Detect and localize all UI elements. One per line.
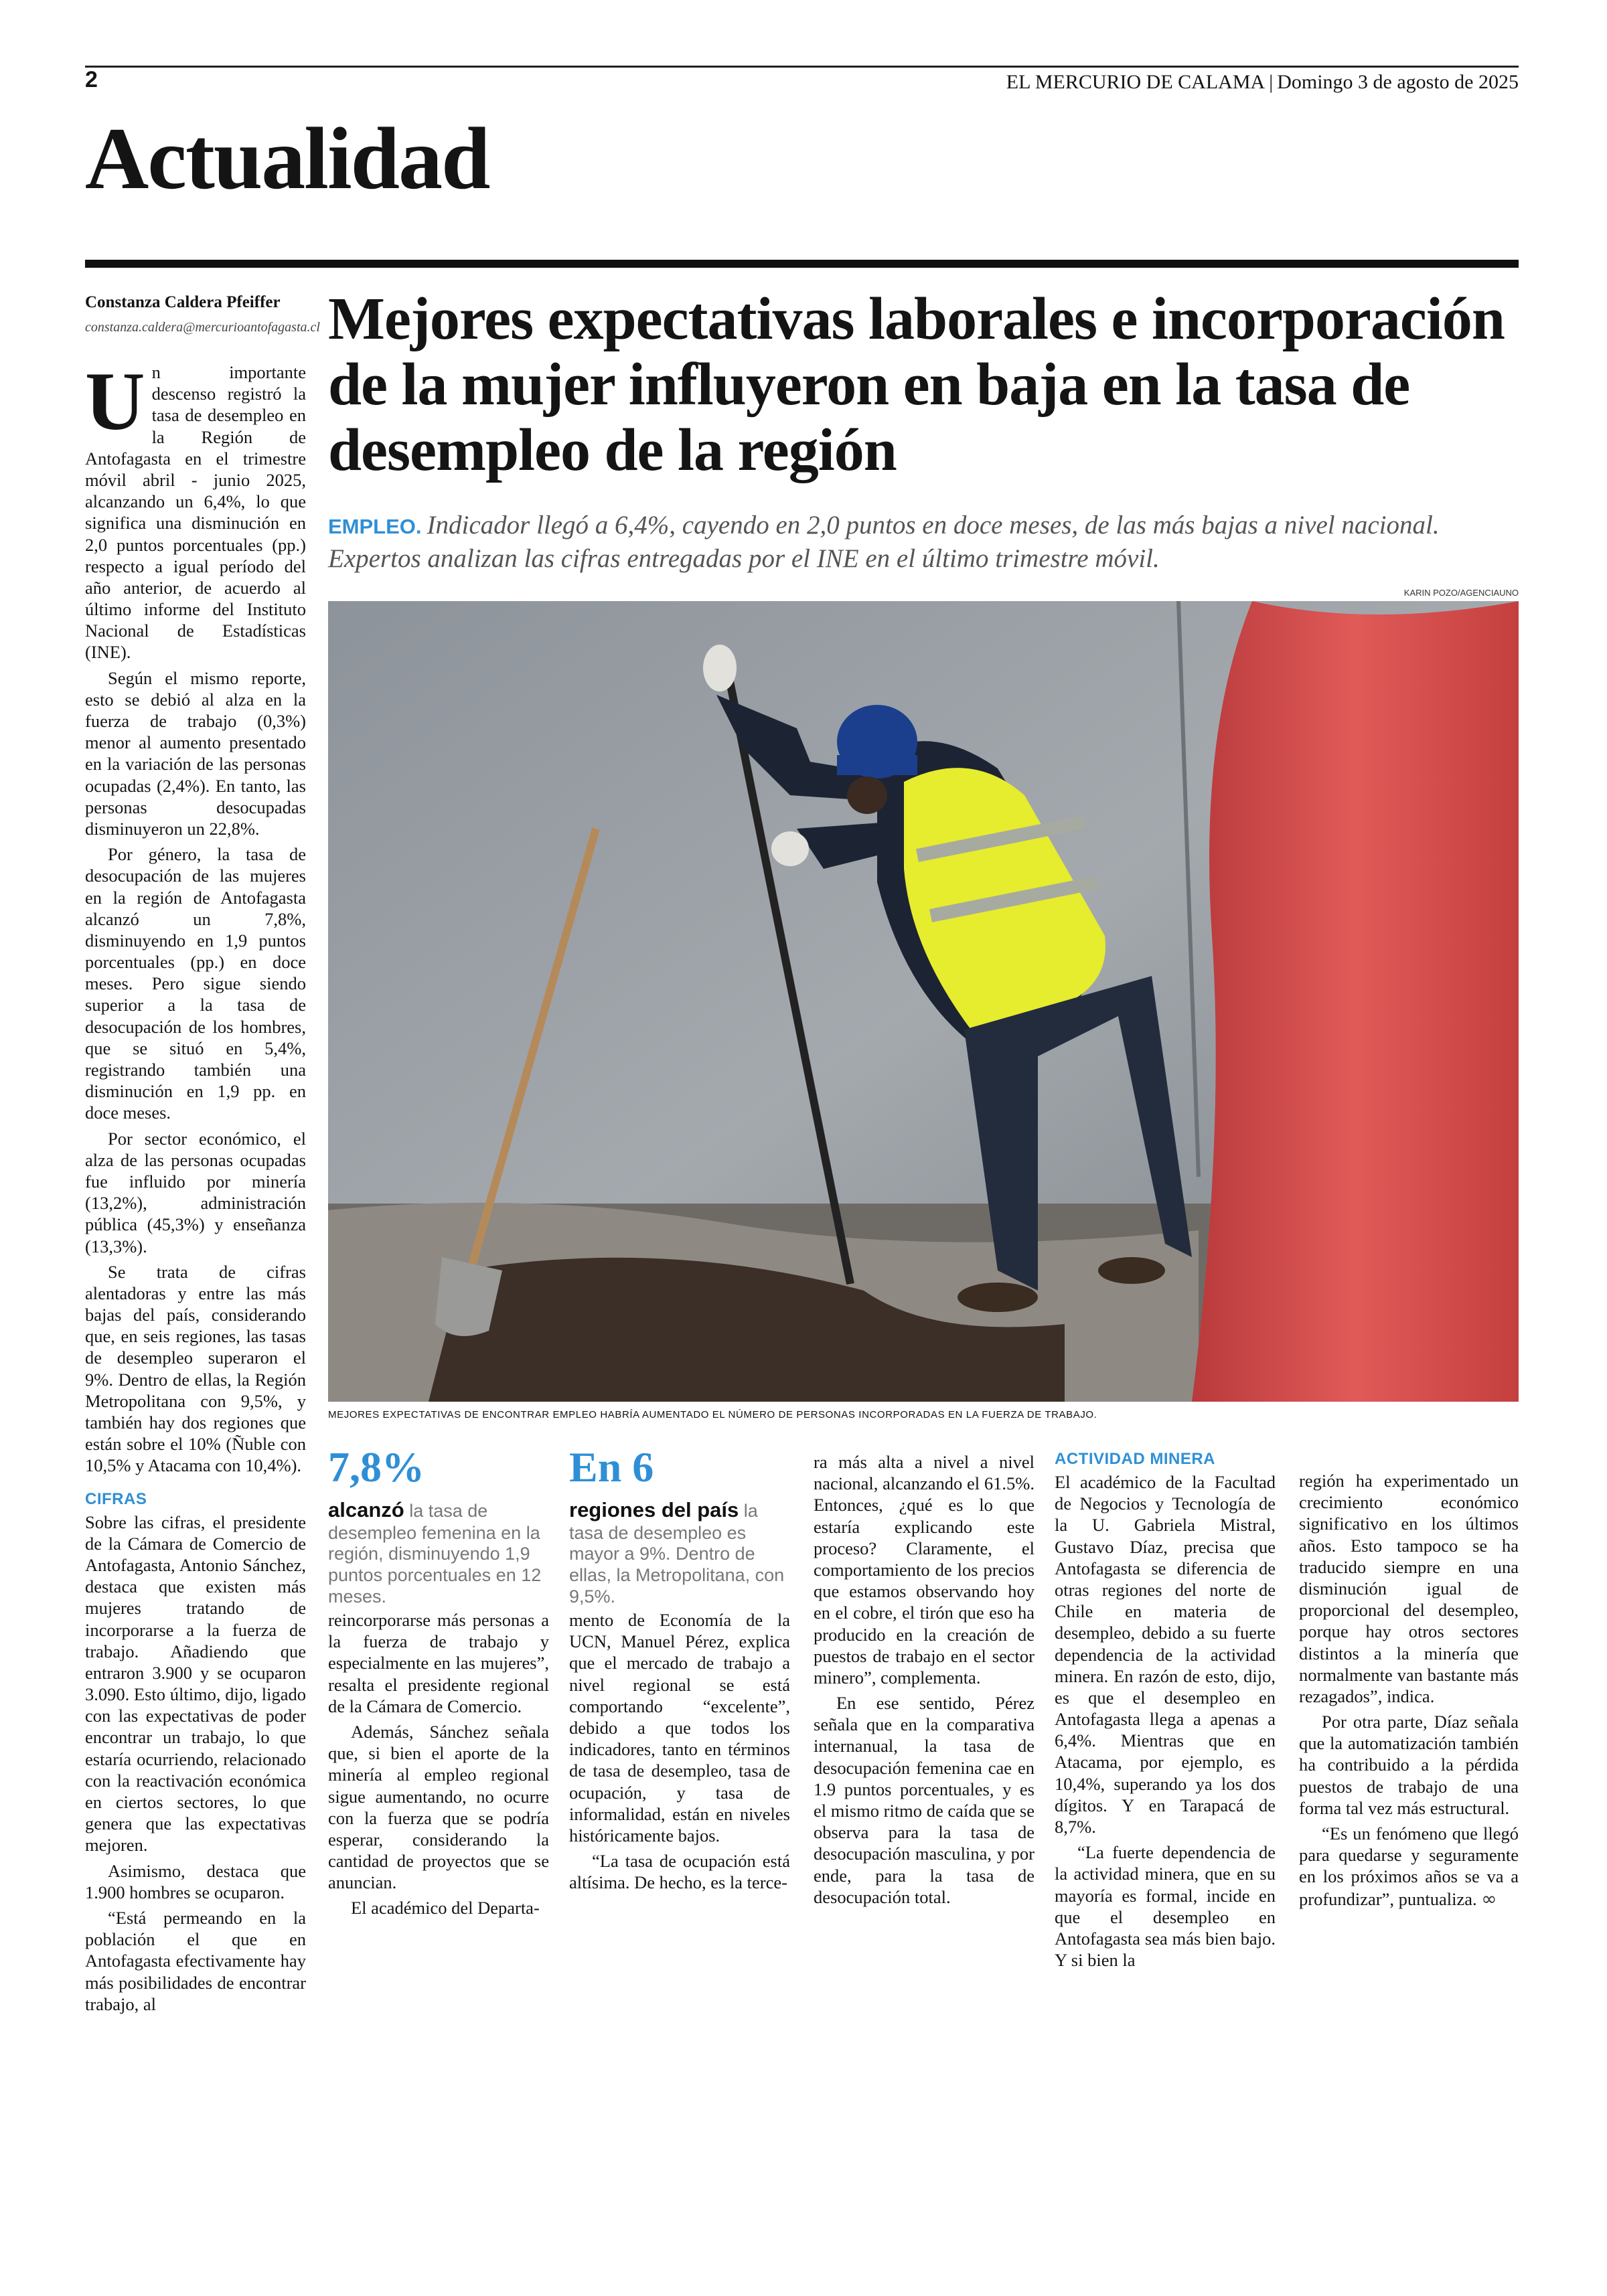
paragraph: Se trata de cifras alentadoras y entre las más bajas del país, considerando que, en seis regiones, las tasas de desempleo superaron el 9%. Dentro de ellas, la Región Metropolitana con 9,5%, y también hay dos regiones que están sobre el 10% (Ñuble con 10,5% y Atacama con 10,4%). <box>85 1261 306 1476</box>
article-column-1 <box>85 355 306 2019</box>
headline: Mejores expectativas laborales e incorporación de la mujer influyeron en baja en la tasa de desempleo de la región <box>328 286 1505 484</box>
newspaper-name: EL MERCURIO DE CALAMA <box>1006 71 1266 93</box>
paragraph: Además, Sánchez señala que, si bien el aporte de la minería al empleo regional sigue aumentando, no ocurre con la fuerza que se podría esperar, considerando la cantidad de proyectos que se anuncian. <box>328 1721 549 1893</box>
paragraph: Sobre las cifras, el presidente de la Cámara de Comercio de Antofagasta, Antonio Sánchez, destaca que existen más mujeres tratando de incorporarse a la fuerza de trabajo. Añadiendo que entraron 3.900 y se ocuparon 3.090. Esto último, dijo, ligado con las expectativas de poder encontrar un trabajo, lo que estaría ocurriendo, relacionado con la reactivación económica en ciertos sectores, lo que genera que las expectativas mejoren. <box>85 1511 306 1856</box>
paragraph: Asimismo, destaca que 1.900 hombres se ocuparon. <box>85 1860 306 1902</box>
paragraph: n importante descenso registró la tasa de desempleo en la Región de Antofagasta en el trimestre móvil abril - junio 2025, alcanzando un 6,4%, lo que significa una disminución en 2,0 puntos porcentuales (pp.) respecto a igual período del año anterior, de acuerdo al último informe del Instituto Nacional de Estadísticas (INE). <box>85 362 306 663</box>
paragraph: El académico del Departa- <box>351 1898 540 1918</box>
article-column-6 <box>1299 1470 1519 1914</box>
paragraph: Por sector económico, el alza de las personas ocupadas fue influido por minería (13,2%), administración pública (45,3%) y enseñanza (13,3%). <box>85 1128 306 1256</box>
paragraph: El académico de la Facultad de Negocios y Tecnología de la U. Gabriela Mistral, Gustavo Díaz, precisa que Antofagasta se diferencia de otras regiones del norte de Chile en materia de desempleo, debido a su fuerte dependencia de la actividad minera. En razón de esto, dijo, es que el desempleo en Antofagasta llega a apenas a 6,4%. Mientras que en Atacama, por ejemplo, es 10,4%, superando ya los dos dígitos. Y en Tarapacá de 8,7%. <box>1055 1472 1276 1837</box>
page-number: 2 <box>85 67 98 92</box>
paragraph: región ha experimentado un crecimiento económico significativo en los últimos años. Esto tampoco se ha traducido siempre en una disminución igual de proporcional del desempleo, porque hay otros sectores distintos a la minería que normalmente van bastante más rezagados”, indica. <box>1299 1471 1519 1706</box>
stat-label: regiones del país <box>569 1498 739 1522</box>
stat-value: En 6 <box>569 1443 654 1491</box>
stat-box-regions <box>569 1443 790 1608</box>
paragraph: mento de Economía de la UCN, Manuel Pérez, explica que el mercado de trabajo a nivel regional se está comportando “excelente”, debido a que todos los indicadores, tanto en términos de tasa de desempleo, tasa de ocupación, y tasa de informalidad, están en niveles históricamente bajos. <box>569 1610 790 1846</box>
paragraph <box>1299 1823 1519 1910</box>
author-name: Constanza Caldera Pfeiffer <box>85 293 281 311</box>
end-mark-icon: ∞ <box>1481 1887 1497 1910</box>
photo-credit: KARIN POZO/AGENCIAUNO <box>1403 588 1519 598</box>
paragraph: reincorporarse más personas a la fuerza de trabajo y especialmente en las mujeres”, resalta el presidente regional de la Cámara de Comercio. <box>328 1610 549 1716</box>
stat-text: la tasa de desempleo femenina en la región, disminuyendo 1,9 puntos porcentuales en 12 meses. <box>328 1501 542 1607</box>
photo-caption: MEJORES EXPECTATIVAS DE ENCONTRAR EMPLEO HABRÍA AUMENTADO EL NÚMERO DE PERSONAS INCORPORADAS EN LA FUERZA DE TRABAJO. <box>328 1409 1097 1420</box>
stat-description <box>328 1498 542 1608</box>
author-email: constanza.caldera@mercurioantofagasta.cl <box>85 320 320 335</box>
paragraph: “La fuerte dependencia de la actividad minera, que en su mayoría es formal, incide en que el desempleo en Antofagasta sea más bien bajo. Y si bien la <box>1055 1842 1276 1971</box>
worker-digging-photo <box>328 601 1519 1402</box>
subhead-actividad-minera: ACTIVIDAD MINERA <box>1055 1450 1215 1468</box>
drop-cap: U <box>85 355 145 447</box>
stat-box-women <box>328 1443 542 1608</box>
masthead: EL MERCURIO DE CALAMA | Domingo 3 de agosto de 2025 <box>1006 71 1519 93</box>
stat-value: 7,8% <box>328 1443 425 1491</box>
stat-description <box>569 1498 790 1608</box>
closing-quote: “Es un fenómeno que llegó para quedarse y seguramente en los próximos años se va a profundizar”, puntualiza. <box>1299 1823 1519 1909</box>
photo-illustration <box>328 601 1519 1402</box>
paragraph: Según el mismo reporte, esto se debió al alza en la fuerza de trabajo (0,3%) menor al aumento presentado en la variación de las personas ocupadas (2,4%). En tanto, las personas desocupadas disminuyeron un 22,8%. <box>85 667 306 839</box>
subhead-cifras: CIFRAS <box>85 1489 147 1508</box>
section-rule <box>85 260 1519 268</box>
paragraph: “Está permeando en la población el que en Antofagasta efectivamente hay más posibilidades de encontrar trabajo, al <box>85 1907 306 2014</box>
stat-text: la tasa de desempleo es mayor a 9%. Dentro de ellas, la Metropolitana, con 9,5%. <box>569 1501 785 1607</box>
paragraph: ra más alta a nivel a nivel nacional, alcanzando el 61.5%. Entonces, ¿qué es lo que estaría explicando este proceso? Claramente, el comportamiento de los precios que estamos observando hoy en el cobre, el tirón que eso ha producido en la creación de puestos de trabajo en el sector minero”, complementa. <box>814 1452 1035 1688</box>
paragraph: Por género, la tasa de desocupación de las mujeres en la región de Antofagasta alcanzó un 7,8%, disminuyendo en 1,9 puntos porcentuales (pp.) en doce meses. Pero sigue siendo superior a la tasa de desocupación de los hombres, que se situó en 5,4%, registrando también una disminución en 1,9 pp. en doce meses. <box>85 844 306 1123</box>
top-rule <box>85 66 1519 68</box>
paragraph: En ese sentido, Pérez señala que en la comparativa internanual, la tasa de desocupación femenina cae en 1.9 puntos porcentuales, y es el mismo ritmo de caída que se observa para la tasa de desocupación masculina, y por ende, para la tasa de desocupación total. <box>814 1693 1035 1907</box>
lead-text: Indicador llegó a 6,4%, cayendo en 2,0 puntos en doce meses, de las más bajas a nivel nacional. Expertos analizan las cifras entregadas por el INE en el último trimestre móvil. <box>328 511 1440 573</box>
article-column-4 <box>814 1451 1035 1912</box>
article-column-2 <box>328 1609 549 1923</box>
article-column-3 <box>569 1609 790 1897</box>
stat-label: alcanzó <box>328 1498 404 1522</box>
paragraph: Por otra parte, Díaz señala que la automatización también ha contribuido a la pérdida puestos de trabajo de una forma tal vez más estructural. <box>1299 1712 1519 1818</box>
article-column-5 <box>1055 1450 1276 1975</box>
issue-date: Domingo 3 de agosto de 2025 <box>1277 71 1519 93</box>
section-title: Actualidad <box>85 109 489 208</box>
paragraph: “La tasa de ocupación está altísima. De hecho, es la terce- <box>569 1851 790 1893</box>
lead-paragraph <box>328 509 1466 575</box>
lead-tag: EMPLEO. <box>328 515 422 538</box>
